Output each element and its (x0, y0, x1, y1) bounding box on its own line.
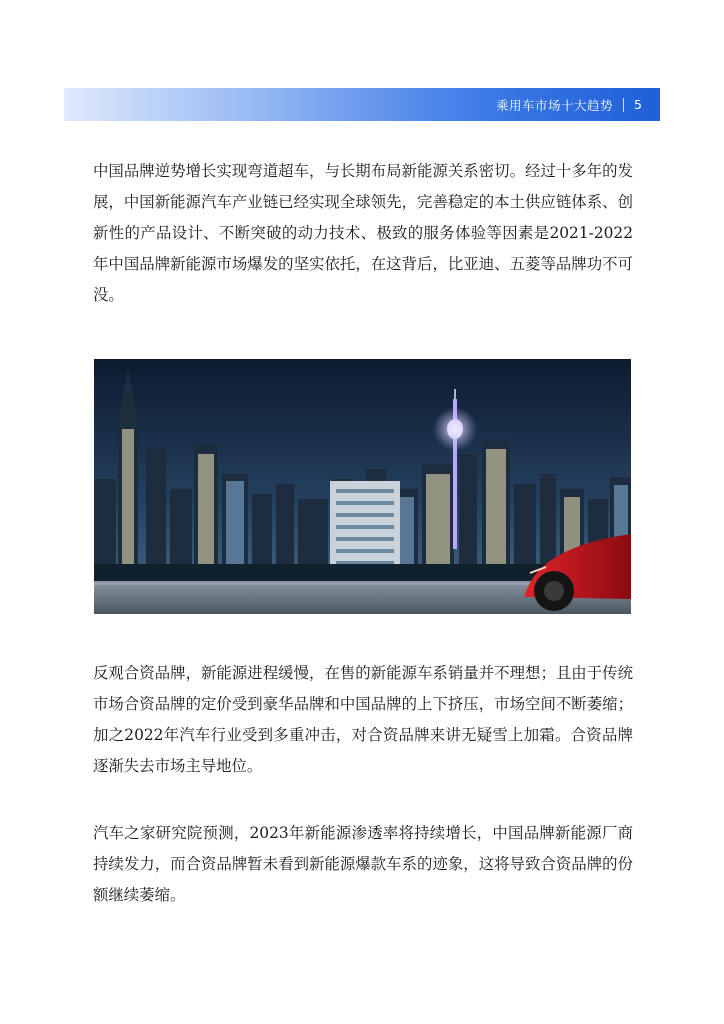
city-night-photo (94, 359, 631, 614)
paragraph-1: 中国品牌逆势增长实现弯道超车，与长期布局新能源关系密切。经过十多年的发展，中国新能源汽车产业链已经实现全球领先，完善稳定的本土供应链体系、创新性的产品设计、不断突破的动力技术、极致的服务体验等因素是2021-2022年中国品牌新能源市场爆发的坚实依托，在这背后，比亚迪、五菱等品牌功不可没。 (93, 162, 633, 304)
header-separator (623, 98, 624, 112)
page-number: 5 (634, 97, 642, 112)
header-title: 乘用车市场十大趋势 (496, 97, 614, 113)
header-band (64, 88, 660, 121)
paragraph-3: 汽车之家研究院预测，2023年新能源渗透率将持续增长，中国品牌新能源厂商持续发力，而合资品牌暂未看到新能源爆款车系的迹象，这将导致合资品牌的份额继续萎缩。 (93, 824, 633, 904)
paragraph-2: 反观合资品牌，新能源进程缓慢，在售的新能源车系销量并不理想；且由于传统市场合资品牌的定价受到豪华品牌和中国品牌的上下挤压，市场空间不断萎缩；加之2022年汽车行业受到多重冲击，对合资品牌来讲无疑雪上加霜。合资品牌逐渐失去市场主导地位。 (93, 664, 633, 775)
